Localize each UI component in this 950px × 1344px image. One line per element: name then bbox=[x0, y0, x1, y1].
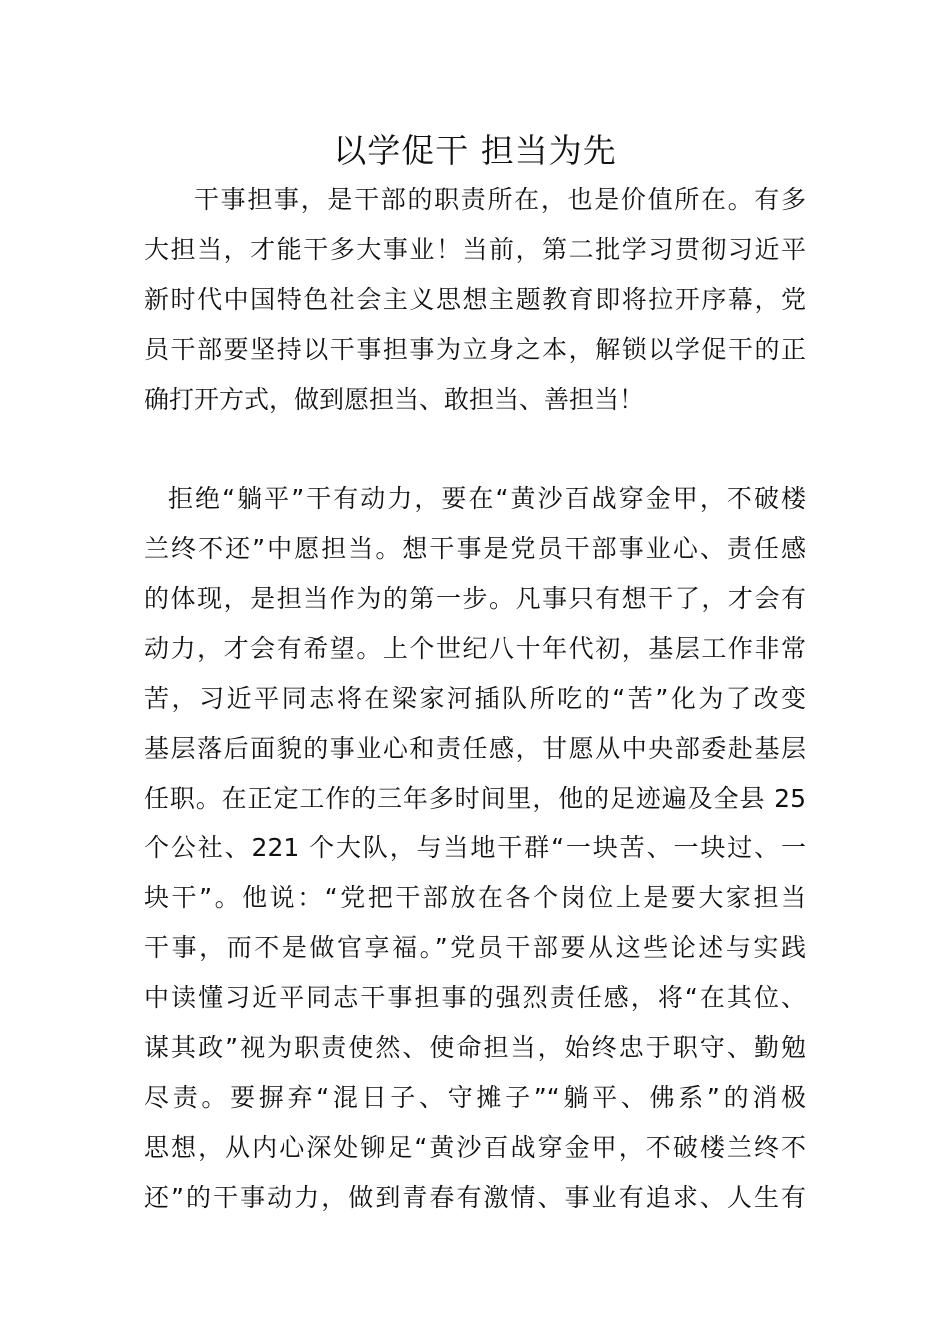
text-line: 谋其政”视为职责使然、使命担当，始终忠于职守、勤勉 bbox=[144, 1033, 806, 1062]
document-title: 以学促干 担当为先 bbox=[333, 131, 617, 170]
text-line: 基层落后面貌的事业心和责任感，甘愿从中央部委赴基层 bbox=[144, 734, 806, 763]
text-line: 兰终不还”中愿担当。想干事是党员干部事业心、责任感 bbox=[144, 534, 806, 563]
text-line: 的体现，是担当作为的第一步。凡事只有想干了，才会有 bbox=[144, 584, 806, 613]
text-line: 干事，而不是做官享福。”党员干部要从这些论述与实践 bbox=[144, 933, 806, 962]
text-line: 确打开方式，做到愿担当、敢担当、善担当！ bbox=[144, 385, 645, 414]
text-line: 个公社、221 个大队，与当地干群“一块苦、一块过、一 bbox=[144, 833, 806, 862]
text-line: 动力，才会有希望。上个世纪八十年代初，基层工作非常 bbox=[144, 634, 806, 663]
text-line: 尽责。要摒弃“混日子、守摊子”“躺平、佛系”的消极 bbox=[144, 1083, 806, 1112]
text-line: 新时代中国特色社会主义思想主题教育即将拉开序幕，党 bbox=[144, 285, 806, 314]
text-line: 拒绝“躺平”干有动力，要在“黄沙百战穿金甲，不破楼 bbox=[168, 484, 806, 513]
text-line: 思想，从内心深处铆足“黄沙百战穿金甲，不破楼兰终不 bbox=[144, 1133, 806, 1162]
text-line: 还”的干事动力，做到青春有激情、事业有追求、人生有 bbox=[144, 1183, 806, 1212]
text-line: 苦，习近平同志将在梁家河插队所吃的“苦”化为了改变 bbox=[144, 684, 806, 713]
text-line: 任职。在正定工作的三年多时间里，他的足迹遍及全县 25 bbox=[144, 784, 806, 813]
text-line: 干事担事，是干部的职责所在，也是价值所在。有多 bbox=[194, 185, 806, 214]
text-line: 块干”。他说：“党把干部放在各个岗位上是要大家担当 bbox=[144, 883, 806, 912]
text-line: 中读懂习近平同志干事担事的强烈责任感，将“在其位、 bbox=[144, 983, 806, 1012]
text-line: 大担当，才能干多大事业！当前，第二批学习贯彻习近平 bbox=[144, 235, 806, 264]
text-line: 员干部要坚持以干事担事为立身之本，解锁以学促干的正 bbox=[144, 335, 806, 364]
